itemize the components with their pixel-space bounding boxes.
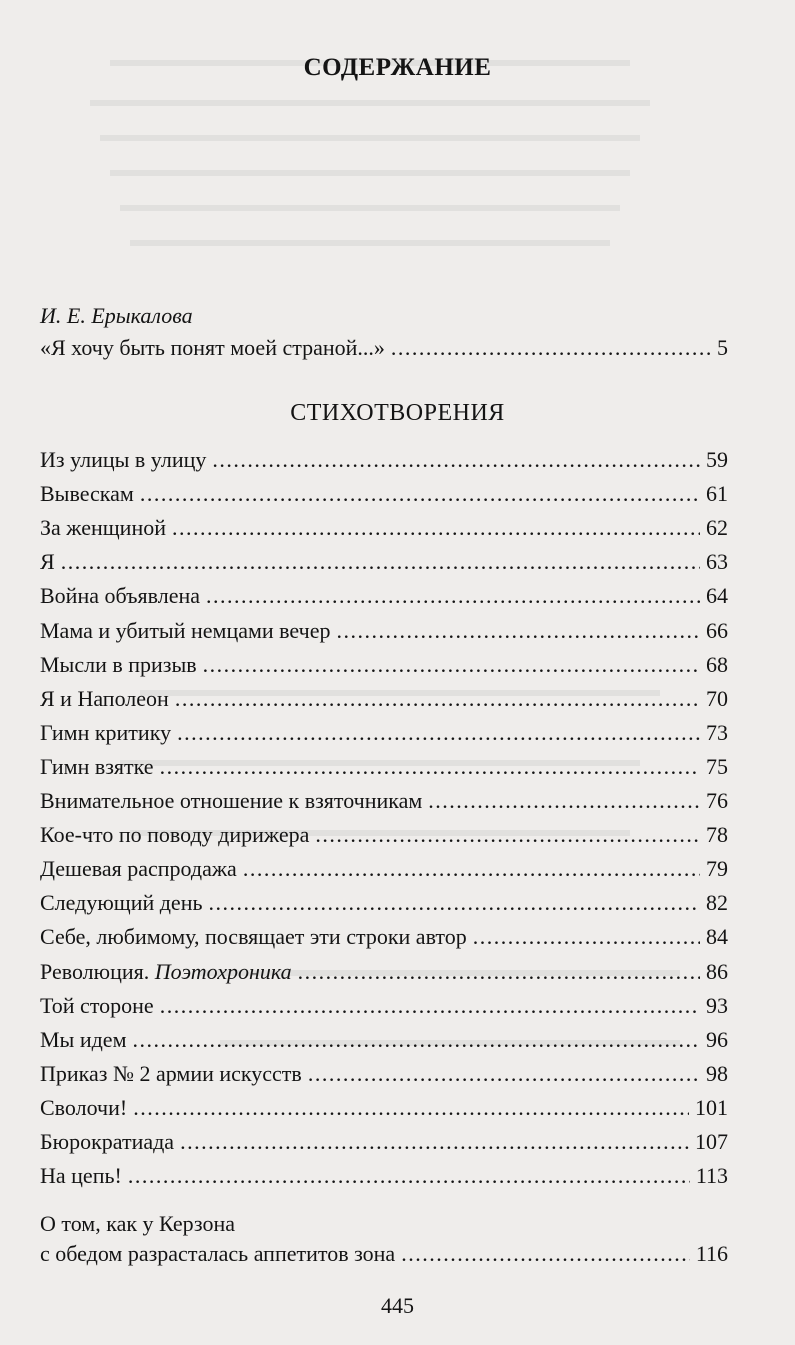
toc-entry-title-text: Бюрократиада <box>40 1129 175 1154</box>
toc-entry[interactable] <box>40 510 728 540</box>
toc-entry[interactable] <box>40 749 728 779</box>
toc-entry-page: 5 <box>717 335 728 360</box>
toc-entry-title <box>40 550 55 574</box>
toc-entry-title-text: Дешевая распродажа <box>40 856 237 881</box>
toc-entry-page: 93 <box>706 993 728 1018</box>
toc-entry[interactable] <box>40 1022 728 1052</box>
toc-entry-page: 86 <box>706 959 728 984</box>
toc-dot-leader <box>209 891 700 915</box>
toc-entry[interactable] <box>40 817 728 847</box>
toc-entry-title-text: Кое-что по поводу дирижера <box>40 822 310 847</box>
toc-entry-title-text: Из улицы в улицу <box>40 447 207 472</box>
toc-entry[interactable] <box>40 988 728 1018</box>
toc-entry[interactable] <box>40 919 728 949</box>
toc-entry-title-text: За женщиной <box>40 515 166 540</box>
toc-entry-title <box>40 482 134 506</box>
toc-entry-page: 78 <box>706 822 728 847</box>
toc-entry-title-text: Следующий день <box>40 890 203 915</box>
toc-entry[interactable] <box>40 544 728 574</box>
toc-entry[interactable] <box>40 1124 728 1154</box>
toc-entry-title <box>40 1130 174 1154</box>
toc-entry-title <box>40 925 467 949</box>
toc-entry[interactable] <box>40 613 728 643</box>
toc-dot-leader <box>212 448 700 472</box>
toc-entry-title-text: Внимательное отношение к взяточникам <box>40 788 423 813</box>
toc-dot-leader <box>133 1028 701 1052</box>
page-number: 445 <box>381 1293 414 1318</box>
toc-entry-title <box>40 994 154 1018</box>
toc-entry-title <box>40 789 422 813</box>
toc-entry-page: 76 <box>706 788 728 813</box>
toc-dot-leader <box>298 960 700 984</box>
toc-entry-page: 70 <box>706 686 728 711</box>
toc-entry-last-line1: О том, как у Керзона <box>40 1211 235 1236</box>
toc-dot-leader <box>308 1062 700 1086</box>
toc-entry-title <box>40 891 203 915</box>
toc-entry-title <box>40 619 330 643</box>
toc-dot-leader <box>243 857 700 881</box>
toc-entry-title-text: На цепь! <box>40 1163 122 1188</box>
toc-entry[interactable] <box>40 885 728 915</box>
toc-entry-title <box>40 687 169 711</box>
toc-entry-last[interactable] <box>40 1236 728 1266</box>
toc-entry-title <box>40 721 171 745</box>
section-title: СТИХОТВОРЕНИЯ <box>290 400 505 426</box>
toc-entry[interactable] <box>40 442 728 472</box>
toc-dot-leader <box>140 482 700 506</box>
intro-author: И. Е. Ерыкалова <box>40 303 193 328</box>
toc-dot-leader <box>133 1096 689 1120</box>
toc-entry-title <box>40 584 200 608</box>
toc-entry-title-text: Гимн взятке <box>40 754 154 779</box>
toc-dot-leader <box>160 994 700 1018</box>
toc-dot-leader <box>206 584 700 608</box>
toc-entry-title <box>40 960 292 984</box>
toc-entry-title-text: Я и Наполеон <box>40 686 169 711</box>
toc-entry[interactable] <box>40 1056 728 1086</box>
toc-dot-leader <box>391 336 711 360</box>
toc-entry-title-text: Мама и убитый немцами вечер <box>40 618 331 643</box>
toc-dot-leader <box>336 619 700 643</box>
toc-entry[interactable] <box>40 647 728 677</box>
toc-dot-leader <box>175 687 700 711</box>
toc-entry-title: «Я хочу быть понят моей страной...» <box>40 335 385 360</box>
toc-dot-leader <box>428 789 700 813</box>
toc-entry-title <box>40 1164 122 1188</box>
toc-entry-title <box>40 857 237 881</box>
toc-dot-leader <box>160 755 700 779</box>
toc-entry[interactable] <box>40 851 728 881</box>
toc-entry[interactable] <box>40 1158 728 1188</box>
toc-entry-title <box>40 755 154 779</box>
toc-entry-title <box>40 1062 302 1086</box>
toc-entry-page: 66 <box>706 618 728 643</box>
toc-entry[interactable] <box>40 578 728 608</box>
toc-dot-leader <box>473 925 700 949</box>
toc-entry-page: 73 <box>706 720 728 745</box>
toc-entry[interactable] <box>40 476 728 506</box>
toc-entry-title <box>40 823 309 847</box>
toc-dot-leader <box>61 550 700 574</box>
toc-entry[interactable] <box>40 715 728 745</box>
toc-entry-title: с обедом разрасталась аппетитов зона <box>40 1241 396 1266</box>
toc-dot-leader <box>128 1164 690 1188</box>
toc-dot-leader <box>177 721 700 745</box>
toc-entry-title <box>40 516 166 540</box>
toc-entry-intro[interactable] <box>40 330 728 360</box>
toc-entry-page: 96 <box>706 1027 728 1052</box>
toc-entry-title <box>40 1028 127 1052</box>
toc-entry-page: 79 <box>706 856 728 881</box>
toc-entry-page: 62 <box>706 515 728 540</box>
toc-entry-page: 98 <box>706 1061 728 1086</box>
toc-entry-page: 116 <box>695 1241 728 1266</box>
toc-entry-page: 113 <box>695 1163 728 1188</box>
toc-entry-page: 82 <box>706 890 728 915</box>
toc-entry-page: 75 <box>706 754 728 779</box>
toc-entry-title <box>40 448 206 472</box>
toc-dot-leader <box>315 823 700 847</box>
toc-entry-page: 68 <box>706 652 728 677</box>
toc-entry-title <box>40 653 197 677</box>
toc-entry[interactable] <box>40 1090 728 1120</box>
toc-entry-title-text: Себе, любимому, посвящает эти строки автор <box>40 924 467 949</box>
toc-dot-leader <box>180 1130 689 1154</box>
toc-entry-title-text: Сволочи! <box>40 1095 128 1120</box>
toc-entry-title <box>40 1096 127 1120</box>
toc-entry[interactable] <box>40 954 728 984</box>
toc-dot-leader <box>401 1242 690 1266</box>
toc-entry-subtitle: Поэтохроника <box>154 959 292 984</box>
toc-entry-page: 107 <box>695 1129 728 1154</box>
toc-entry-title-text: Гимн критику <box>40 720 172 745</box>
toc-dot-leader <box>172 516 700 540</box>
toc-entry-title-text: Приказ № 2 армии искусств <box>40 1061 302 1086</box>
toc-entry-page: 84 <box>706 924 728 949</box>
toc-entry-title-text: Вывескам <box>40 481 134 506</box>
toc-entry-page: 64 <box>706 583 728 608</box>
page-title: СОДЕРЖАНИЕ <box>303 54 492 81</box>
toc-entry-title-text: Я <box>40 549 55 574</box>
toc-entry-title-text: Мысли в призыв <box>40 652 197 677</box>
toc-entry-page: 101 <box>695 1095 728 1120</box>
toc-entry-page: 63 <box>706 549 728 574</box>
toc-entry-page: 59 <box>706 447 728 472</box>
toc-dot-leader <box>203 653 700 677</box>
toc-entry[interactable] <box>40 783 728 813</box>
toc-entry-title-text: Революция. <box>40 959 150 984</box>
toc-entry-title-text: Той стороне <box>40 993 154 1018</box>
toc-entry-title-text: Мы идем <box>40 1027 127 1052</box>
toc-entry[interactable] <box>40 681 728 711</box>
toc-entry-page: 61 <box>706 481 728 506</box>
toc-entry-title-text: Война объявлена <box>40 583 201 608</box>
